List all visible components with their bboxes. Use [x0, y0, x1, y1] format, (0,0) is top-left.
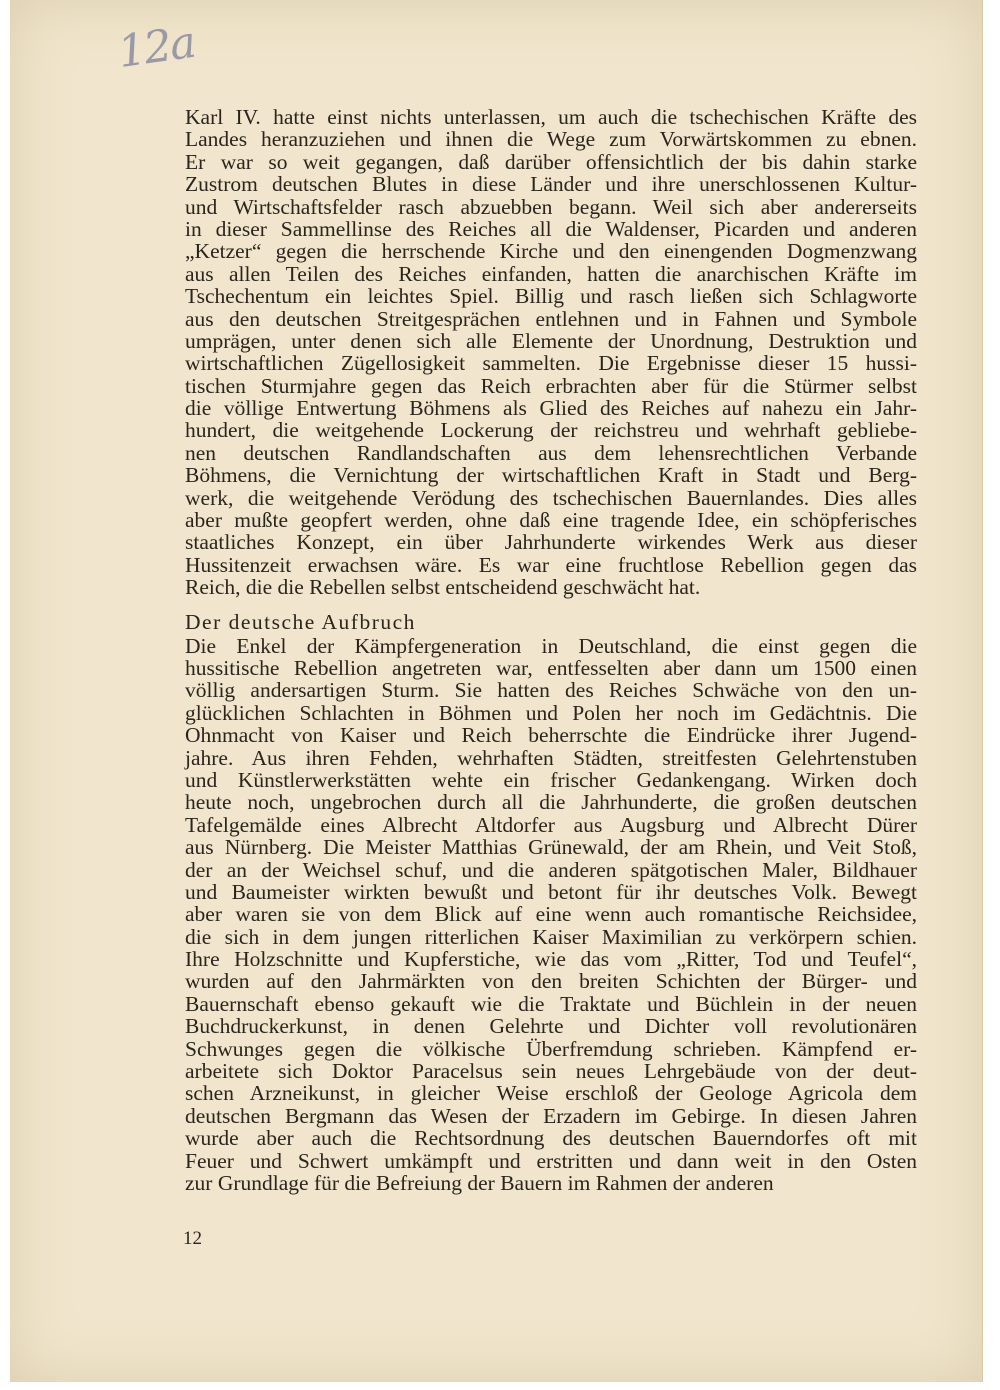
text-line: Buchdruckerkunst, in denen Gelehrte und Dichter voll revolutionären: [185, 1014, 917, 1039]
handwritten-page-note: 12a: [114, 16, 198, 79]
text-line: Ihre Holzschnitte und Kupferstiche, wie das vom „Ritter, Tod und Teufel“,: [185, 947, 917, 972]
text-line: Die Enkel der Kämpfergeneration in Deutschland, die einst gegen die: [185, 633, 917, 658]
text-line: tischen Sturmjahre gegen das Reich erbrachten aber für die Stürmer selbst: [185, 373, 917, 398]
text-line: zur Grundlage für die Befreiung der Bauern im Rahmen der anderen: [185, 1170, 774, 1195]
text-line: und Wirtschaftsfelder rasch abzuebben begann. Weil sich aber andererseits: [185, 194, 917, 219]
text-line: wurden auf den Jahrmärkten von den breiten Schichten der Bürger- und: [185, 969, 917, 994]
text-line: schen Arzneikunst, in gleicher Weise erschloß der Geologe Agricola dem: [185, 1081, 917, 1106]
paragraph-aufbruch: [185, 635, 917, 1195]
text-line: und Künstlerwerkstätten wehte ein frischer Gedankengang. Wirken doch: [185, 767, 917, 792]
text-line: Er war so weit gegangen, daß darüber offensichtlich der bis dahin starke: [185, 149, 917, 174]
book-page: [10, 0, 983, 1382]
text-line: Bauernschaft ebenso gekauft wie die Traktate und Büchlein in der neuen: [185, 991, 917, 1016]
text-line: Schwunges gegen die völkische Überfremdung schrieben. Kämpfend er-: [185, 1036, 917, 1061]
text-line: Reich, die die Rebellen selbst entscheidend geschwächt hat.: [185, 575, 701, 600]
text-line: die völlige Entwertung Böhmens als Glied des Reiches auf nahezu ein Jahr-: [185, 396, 917, 421]
text-line: umprägen, unter denen sich alle Elemente der Unordnung, Destruktion und: [185, 328, 917, 353]
text-line: Ohnmacht von Kaiser und Reich beherrschte die Eindrücke ihrer Jugend-: [185, 723, 917, 748]
text-line: hussitische Rebellion angetreten war, entfesselten aber dann um 1500 einen: [185, 655, 917, 680]
text-line: aus Nürnberg. Die Meister Matthias Grünewald, der am Rhein, und Veit Stoß,: [185, 835, 917, 860]
text-line: in dieser Sammellinse des Reiches all die Waldenser, Picarden und anderen: [185, 216, 917, 241]
text-line: der an der Weichsel schuf, und die anderen spätgotischen Maler, Bildhauer: [185, 857, 917, 882]
text-line: deutschen Bergmann das Wesen der Erzadern im Gebirge. In diesen Jahren: [185, 1103, 917, 1128]
text-line: aber waren sie von dem Blick auf eine wenn auch romantische Reichsidee,: [185, 902, 917, 927]
text-line: aus allen Teilen des Reiches einfanden, hatten die anarchischen Kräfte im: [185, 261, 917, 286]
text-line: völlig andersartigen Sturm. Sie hatten des Reiches Schwäche von den un-: [185, 678, 917, 703]
text-line: Hussitenzeit erwachsen wäre. Es war eine fruchtlose Rebellion gegen das: [185, 552, 917, 577]
text-line: staatliches Konzept, ein über Jahrhunderte wirkendes Werk aus dieser: [185, 530, 917, 555]
text-line: hundert, die weitgehende Lockerung der reichstreu und wehrhaft gebliebe-: [185, 418, 917, 443]
text-line: Tafelgemälde eines Albrecht Altdorfer aus Augsburg und Albrecht Dürer: [185, 812, 917, 837]
text-line: Karl IV. hatte einst nichts unterlassen, um auch die tschechischen Kräfte des: [185, 105, 917, 129]
text-line: „Ketzer“ gegen die herrschende Kirche und den einengenden Dogmenzwang: [185, 239, 917, 264]
text-line: werk, die weitgehende Verödung des tschechischen Bauernlandes. Dies alles: [185, 485, 917, 510]
text-line: arbeitete sich Doktor Paracelsus sein neues Lehrgebäude von der deut-: [185, 1059, 917, 1084]
text-line: heute noch, ungebrochen durch all die Jahrhunderte, die großen deutschen: [185, 790, 917, 815]
text-line: wirtschaftlichen Zügellosigkeit sammelten. Die Ergebnisse dieser 15 hussi-: [185, 351, 917, 376]
text-line: glücklichen Schlachten in Böhmen und Polen her noch im Gedächtnis. Die: [185, 700, 917, 725]
text-line: Zustrom deutschen Blutes in diese Länder und ihre unerschlossenen Kultur-: [185, 172, 917, 197]
text-line: Feuer und Schwert umkämpft und erstritten und dann weit in den Osten: [185, 1148, 917, 1173]
text-line: Böhmens, die Vernichtung der wirtschaftlichen Kraft in Stadt und Berg-: [185, 463, 917, 488]
text-line: die sich in dem jungen ritterlichen Kaiser Maximilian zu verkörpern schien.: [185, 924, 917, 949]
text-line: und Baumeister wirkten bewußt und betont für ihr deutsches Volk. Bewegt: [185, 879, 917, 904]
text-line: aber mußte geopfert werden, ohne daß eine tragende Idee, ein schöpferisches: [185, 508, 917, 533]
page-number: 12: [183, 1228, 202, 1249]
paragraph-rebellion: [185, 106, 917, 599]
text-line: jahre. Aus ihren Fehden, wehrhaften Städten, streitfesten Gelehrtenstuben: [185, 745, 917, 770]
body-text: [185, 106, 917, 1194]
text-line: wurde aber auch die Rechtsordnung des deutschen Bauerndorfes oft mit: [185, 1126, 917, 1151]
text-line: Tschechentum ein leichtes Spiel. Billig und rasch ließen sich Schlagworte: [185, 284, 917, 309]
text-line: nen deutschen Randlandschaften aus dem lehensrechtlichen Verbande: [185, 440, 917, 465]
text-line: Landes heranzuziehen und ihnen die Wege zum Vorwärtskommen zu ebnen.: [185, 127, 917, 152]
section-heading: Der deutsche Aufbruch: [185, 609, 416, 634]
text-line: aus den deutschen Streitgesprächen entlehnen und in Fahnen und Symbole: [185, 306, 917, 331]
